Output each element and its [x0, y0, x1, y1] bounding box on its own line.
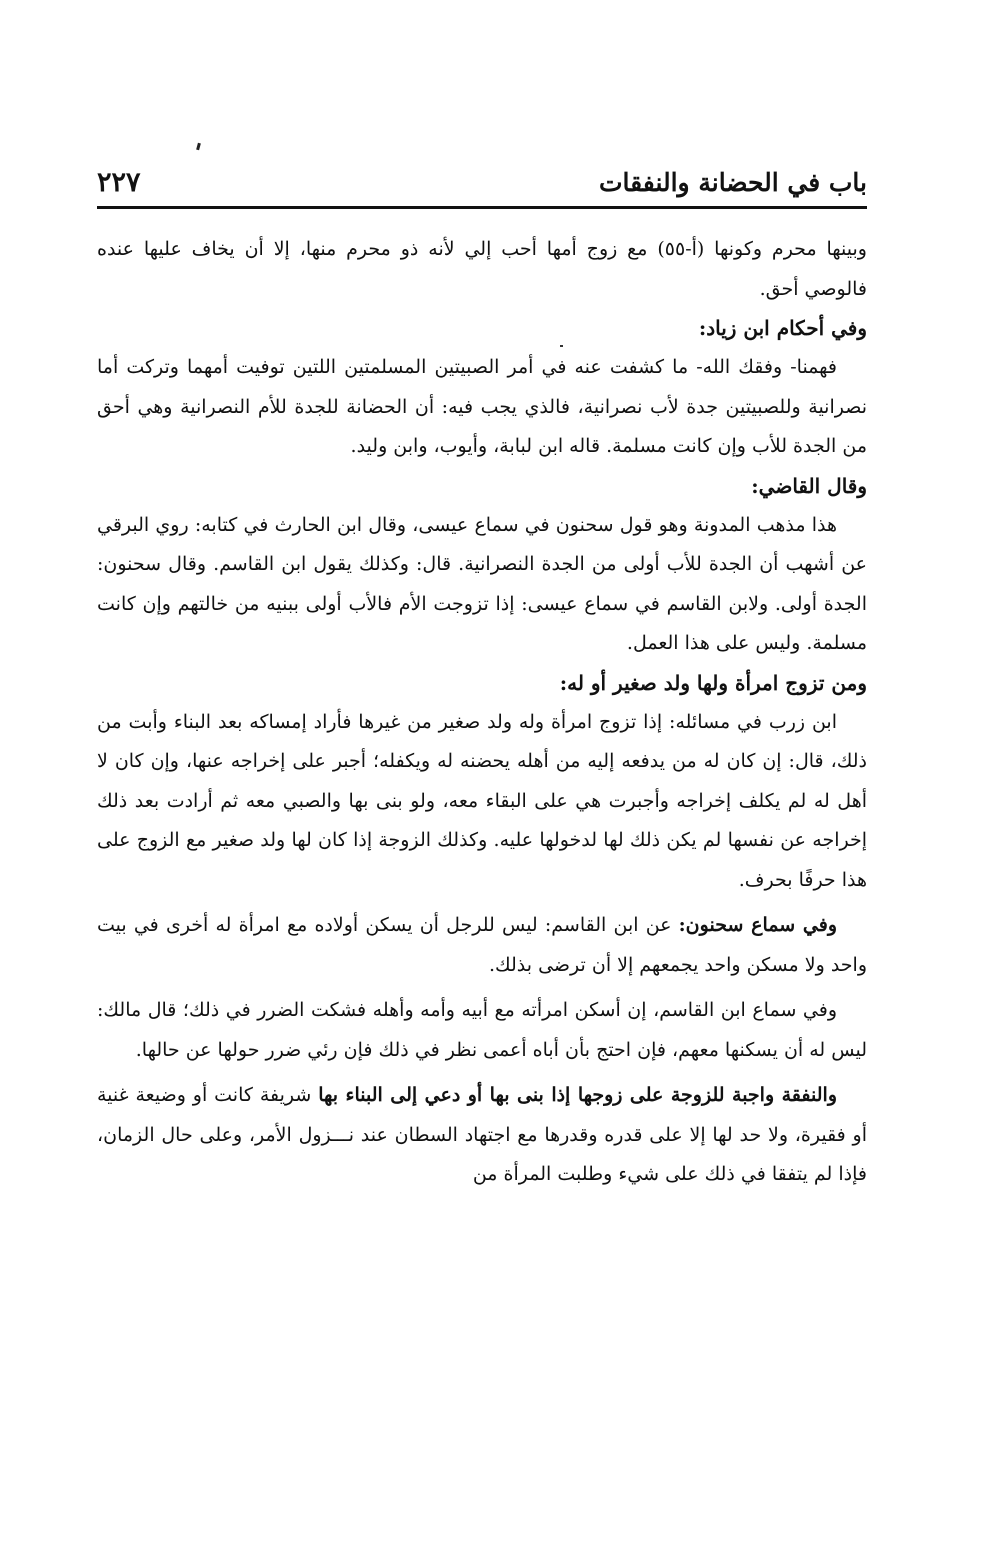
- paragraph-qadi: هذا مذهب المدونة وهو قول سحنون في سماع عيسى، وقال ابن الحارث في كتابه: روي البرقي عن أشهب أن الجدة للأب أولى من الجدة النصرانية. قال: وكذلك يقول ابن القاسم. وقال سحنون: الجدة أولى. ولابن القاسم في سماع عيسى: إذا تزوجت الأم فالأب أولى ببنيه من خالتهم وإن كانت مسلمة. وليس على هذا العمل.: [97, 513, 867, 654]
- paragraph-sahnun-text: عن ابن القاسم: ليس للرجل أن يسكن أولاده مع امرأة له أخرى في بيت واحد ولا مسكن واحد يجمعهم إلا أن ترضى بذلك.: [97, 914, 867, 976]
- paragraph-sahnun: [97, 906, 867, 985]
- paragraph-ibn-ziyad: فهمنا- وفقك الله- ما كشفت عنه في أمر الصبيتين المسلمتين اللتين توفيت أمهما وتركت أما نصرانية وللصبيتين جدة لأب نصرانية، فالذي يجب فيه: أن الحضانة للجدة للأم النصرانية وهي أحق من الجدة للأب وإن كانت مسلمة. قاله ابن لبابة، وأيوب، وابن وليد.: [97, 356, 867, 457]
- page-body: [97, 230, 867, 1430]
- paragraph-sahnun-lead: وفي سماع سحنون:: [678, 914, 837, 936]
- header-rule: [97, 206, 867, 209]
- section-heading-ibn-ziyad: وفي أحكام ابن زياد:: [698, 316, 867, 340]
- paragraph-nafaqa-text: شريفة كانت أو وضيعة غنية أو فقيرة، ولا حد لها إلا على قدره وقدرها مع اجتهاد السطان عند نـــزول الأمر، وعلى حال الزمان، فإذا لم يتفقا في ذلك على شيء وطلبت المرأة من: [97, 1084, 867, 1185]
- paragraph-ibn-zarb: ابن زرب في مسائله: إذا تزوج امرأة وله ولد صغير من غيرها فأراد إمساكه بعد البناء وأبت من ذلك، قال: إن كان له من يدفعه إليه من أهله يحضنه له ويكفله؛ أجبر على إخراجه عنها، وإن كان لا أهل له لم يكلف إخراجه وأجبرت هي على البقاء معه، ولو بنى بها والصبي معه ثم أرادت بعد ذلك إخراجه عن نفسها لم يكن ذلك لها لدخولها عليه. وكذلك الزوجة إذا كان لها ولد صغير مع الزوج على هذا حرفًا بحرف.: [97, 710, 867, 891]
- running-title: باب في الحضانة والنفقات: [599, 168, 867, 197]
- section-heading-qadi: وقال القاضي:: [751, 473, 867, 498]
- page-header: [97, 163, 867, 203]
- paragraph-nafaqa: [97, 1076, 867, 1195]
- paragraph-continuation: وبينها محرم وكونها (أ-٥٥) مع زوج أمها أحب إلي لأنه ذو محرم منها، إلا أن يخاف عليها عنده فالوصي أحق.: [97, 238, 867, 300]
- ink-speck: [196, 143, 201, 151]
- section-heading-marriage: ومن تزوج امرأة ولها ولد صغير أو له:: [559, 670, 867, 695]
- paragraph-ibn-qasim: وفي سماع ابن القاسم، إن أسكن امرأته مع أبيه وأمه وأهله فشكت الضرر في ذلك؛ قال مالك: ليس له أن يسكنها معهم، فإن احتج بأن أباه أعمى نظر في ذلك فإن رئي ضرر حولها عن حالها.: [97, 999, 867, 1061]
- paragraph-nafaqa-lead: والنفقة واجبة للزوجة على زوجها إذا بنى بها أو دعي إلى البناء بها: [318, 1084, 837, 1106]
- page-number: ٢٢٧: [97, 167, 141, 198]
